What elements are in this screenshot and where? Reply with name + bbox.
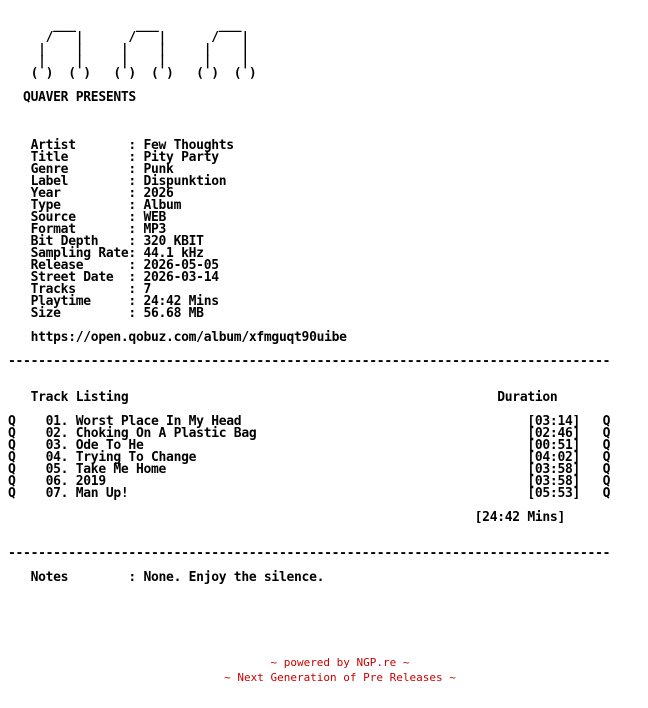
nfo-text: ___ ___ ___ / | / | / | | | | | | | | | | | | | ( ) ( ) ( ) ( ) ( ) ( ) QUAVER PRESENTS Artist : Few Thoughts Title : Pity Party Genre : Punk Label : Dispunktion Year : 2026 Type : Album Source : WEB Format : MP3 Bit Depth : 320 KBIT Sampling Rate: 44.1 kHz Release : 2026-05-05 Street Date : 2026-03-14 Tracks : 7 Playtime : 24:42 Mins Size : 56.68 MB https://open.qobuz.com/album/xfmguqt90uibe -------------------------------------------------------------------------------- Track Listing Duration Q 01. Worst Place In My Head [03:14] Q Q 02. Choking On A Plastic Bag [02:46] Q Q 03. Ode To He [00:51] Q Q 04. Trying To Change [04:02] Q Q 05. Take Me Home [03:58] Q Q 06. 2019 [03:58] Q Q 07. Man Up! [05:53] Q [24:42 Mins] -------------------------------------------------------------------------------- Notes : None. Enjoy the silence. bbox=[8, 18, 611, 585]
footer-powered-by: ~ powered by NGP.re ~ bbox=[270, 656, 410, 669]
footer-tagline: ~ Next Generation of Pre Releases ~ bbox=[224, 671, 456, 684]
